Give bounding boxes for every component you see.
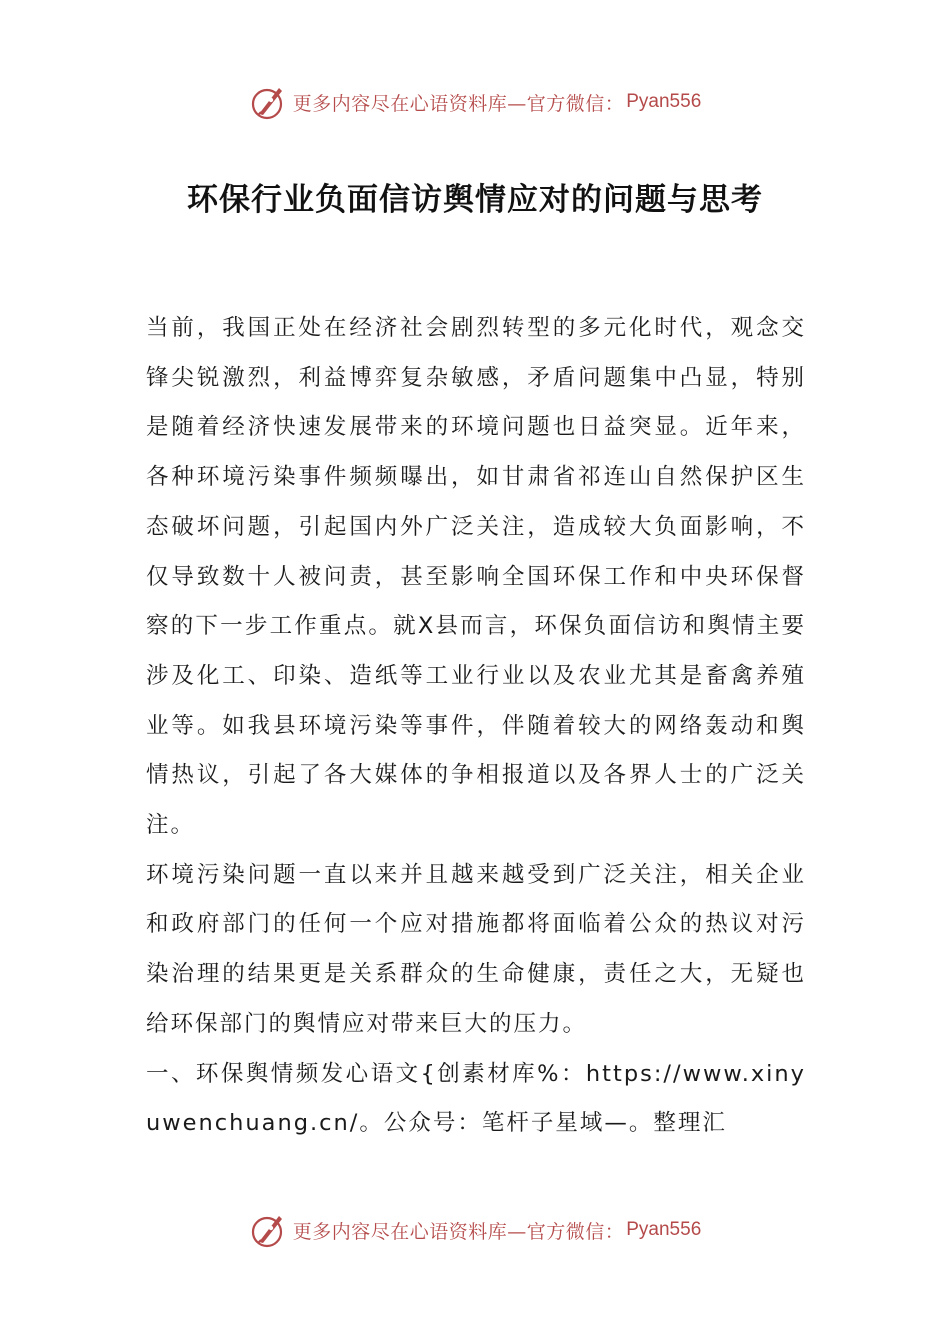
document-body xyxy=(146,304,806,1149)
watermark-text: 更多内容尽在心语资料库—官方微信： xyxy=(292,1220,625,1243)
header-watermark xyxy=(0,80,950,124)
quill-pen-icon xyxy=(249,82,289,122)
paragraph: 环境污染问题一直以来并且越来越受到广泛关注，相关企业和政府部门的任何一个应对措施都将面临着公众的热议对污染治理的结果更是关系群众的生命健康，责任之大，无疑也给环保部门的舆情应对带来巨大的压力。 xyxy=(146,861,806,1037)
footer-watermark xyxy=(0,1208,950,1252)
quill-pen-icon xyxy=(249,1210,289,1250)
paragraph: 一、环保舆情频发心语文{创素材库%：https://www.xinyuwenchuang.cn/。公众号：笔杆子星域—。整理汇 xyxy=(146,1060,806,1137)
watermark-handle: Pyan556 xyxy=(626,91,702,112)
watermark-text: 更多内容尽在心语资料库—官方微信： xyxy=(292,92,625,115)
paragraph: 当前，我国正处在经济社会剧烈转型的多元化时代，观念交锋尖锐激烈，利益博弈复杂敏感，矛盾问题集中凸显，特别是随着经济快速发展带来的环境问题也日益突显。近年来，各种环境污染事件频频曝出，如甘肃省祁连山自然保护区生态破坏问题，引起国内外广泛关注，造成较大负面影响，不仅导致数十人被问责，甚至影响全国环保工作和中央环保督察的下一步工作重点。就X县而言，环保负面信访和舆情主要涉及化工、印染、造纸等工业行业以及农业尤其是畜禽养殖业等。如我县环境污染等事件，伴随着较大的网络轰动和舆情热议，引起了各大媒体的争相报道以及各界人士的广泛关注。 xyxy=(146,315,806,839)
document-title: 环保行业负面信访舆情应对的问题与思考 xyxy=(187,182,763,218)
watermark-handle: Pyan556 xyxy=(626,1219,702,1240)
